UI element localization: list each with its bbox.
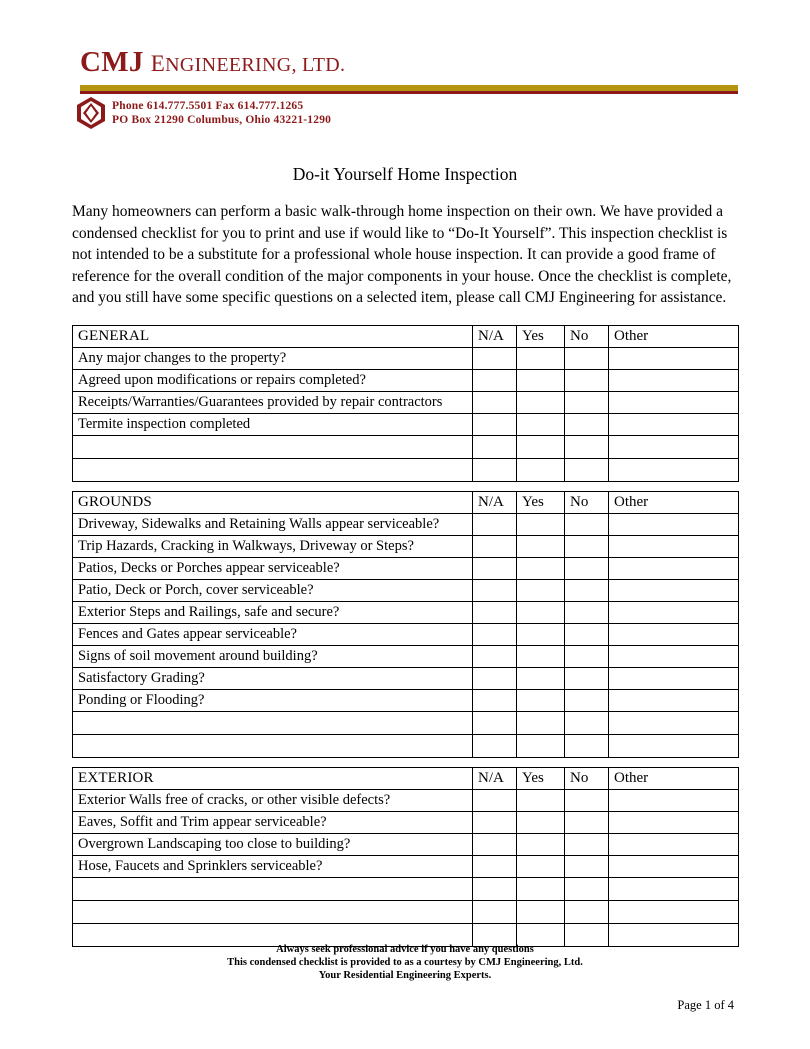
checkbox-cell-other[interactable] [609,811,739,833]
checkbox-cell-other[interactable] [609,900,739,923]
column-header-yes: Yes [517,767,565,789]
phone-line: Phone 614.777.5501 Fax 614.777.1265 [112,100,304,112]
checkbox-cell-yes[interactable] [517,513,565,535]
checkbox-cell-no[interactable] [565,645,609,667]
checkbox-cell-yes[interactable] [517,369,565,391]
checkbox-cell-other[interactable] [609,347,739,369]
checkbox-cell-yes[interactable] [517,900,565,923]
checkbox-cell-no[interactable] [565,789,609,811]
section-spacer [73,481,739,491]
page-title: Do-it Yourself Home Inspection [292,164,518,184]
company-name-suffix: , LTD. [291,54,346,76]
checkbox-cell-yes[interactable] [517,458,565,481]
checkbox-cell-na[interactable] [473,623,517,645]
section-title: EXTERIOR [73,767,473,789]
checkbox-cell-other[interactable] [609,623,739,645]
checklist-row [73,557,739,579]
checkbox-cell-na[interactable] [473,711,517,734]
checklist-item-label: Agreed upon modifications or repairs completed? [73,369,473,391]
section-title: GENERAL [73,325,473,347]
checkbox-cell-other[interactable] [609,789,739,811]
checkbox-cell-na[interactable] [473,601,517,623]
checkbox-cell-no[interactable] [565,667,609,689]
section-header-row [73,325,739,347]
checkbox-cell-other[interactable] [609,855,739,877]
checkbox-cell-na[interactable] [473,347,517,369]
checklist-blank-label [73,877,473,900]
checkbox-cell-no[interactable] [565,877,609,900]
checklist-blank-label [73,458,473,481]
checkbox-cell-na[interactable] [473,391,517,413]
checkbox-cell-na[interactable] [473,833,517,855]
checklist-item-label: Fences and Gates appear serviceable? [73,623,473,645]
checkbox-cell-no[interactable] [565,833,609,855]
checklist-item-label: Eaves, Soffit and Trim appear serviceable? [73,811,473,833]
checkbox-cell-yes[interactable] [517,623,565,645]
checkbox-cell-no[interactable] [565,535,609,557]
address-line: PO Box 21290 Columbus, Ohio 43221-1290 [112,113,332,126]
checkbox-cell-other[interactable] [609,689,739,711]
checkbox-cell-yes[interactable] [517,689,565,711]
column-header-no: No [565,325,609,347]
checkbox-cell-yes[interactable] [517,391,565,413]
checkbox-cell-no[interactable] [565,734,609,757]
checklist-row [73,535,739,557]
checkbox-cell-yes[interactable] [517,601,565,623]
checkbox-cell-other[interactable] [609,734,739,757]
checklist-item-label: Signs of soil movement around building? [73,645,473,667]
checkbox-cell-na[interactable] [473,645,517,667]
section-spacer [73,757,739,767]
footer-line-3: Your Residential Engineering Experts. [318,970,492,981]
checkbox-cell-other[interactable] [609,833,739,855]
checklist-row [73,579,739,601]
checkbox-cell-no[interactable] [565,369,609,391]
checkbox-cell-yes[interactable] [517,667,565,689]
checkbox-cell-other[interactable] [609,667,739,689]
column-header-no: No [565,767,609,789]
checklist-blank-row [73,711,739,734]
section-spacer-cell [73,481,739,491]
checklist-row [73,689,739,711]
checkbox-cell-no[interactable] [565,579,609,601]
checklist-blank-row [73,458,739,481]
checklist-item-label: Ponding or Flooding? [73,689,473,711]
checklist-item-label: Patio, Deck or Porch, cover serviceable? [73,579,473,601]
checkbox-cell-no[interactable] [565,811,609,833]
checklist-item-label: Receipts/Warranties/Guarantees provided by repair contractors [73,391,473,413]
checkbox-cell-no[interactable] [565,413,609,435]
checkbox-cell-na[interactable] [473,667,517,689]
checklist-item-label: Any major changes to the property? [73,347,473,369]
checklist-blank-label [73,900,473,923]
checklist-blank-row [73,877,739,900]
section-header-row [73,767,739,789]
checkbox-cell-other[interactable] [609,458,739,481]
checkbox-cell-no[interactable] [565,900,609,923]
checkbox-cell-no[interactable] [565,435,609,458]
checklist-row [73,513,739,535]
footer-line-2: This condensed checklist is provided to as a courtesy by CMJ Engineering, Ltd. [227,957,583,968]
checkbox-cell-na[interactable] [473,458,517,481]
checkbox-cell-yes[interactable] [517,557,565,579]
checkbox-cell-other[interactable] [609,513,739,535]
intro-paragraph: Many homeowners can perform a basic walk-through home inspection on their own. We have provided a condensed checklist for you to print and use if would like to “Do-It Yourself”. This inspection checklist is not intended to be a substitute for a professional whole house inspection. It can provide a good frame of reference for the overall condition of the major components in your house. Once the checklist is complete, and you still have some specific questions on a selected item, please call CMJ Engineering for assistance. [72,203,732,306]
column-header-no: No [565,491,609,513]
checkbox-cell-na[interactable] [473,900,517,923]
checklist-item-label: Satisfactory Grading? [73,667,473,689]
checklist-row [73,855,739,877]
checklist-row [73,667,739,689]
compass-logo-icon [74,96,108,130]
company-name [72,46,738,79]
checkbox-cell-no[interactable] [565,347,609,369]
checklist-row [73,369,739,391]
checkbox-cell-no[interactable] [565,513,609,535]
checklist-row [73,347,739,369]
checkbox-cell-na[interactable] [473,513,517,535]
checklist-item-label: Termite inspection completed [73,413,473,435]
checkbox-cell-no[interactable] [565,711,609,734]
checkbox-cell-no[interactable] [565,689,609,711]
checklist-item-label: Trip Hazards, Cracking in Walkways, Driveway or Steps? [73,535,473,557]
checkbox-cell-yes[interactable] [517,734,565,757]
checkbox-cell-na[interactable] [473,855,517,877]
checklist-row [73,623,739,645]
footer-line-1: Always seek professional advice if you have any questions [276,944,534,955]
column-header-other: Other [609,325,739,347]
letterhead-rules [72,85,738,95]
checkbox-cell-other[interactable] [609,391,739,413]
section-title: GROUNDS [73,491,473,513]
checklist-item-label: Hose, Faucets and Sprinklers serviceable? [73,855,473,877]
checkbox-cell-yes[interactable] [517,579,565,601]
checkbox-cell-yes[interactable] [517,877,565,900]
company-name-engineering-initial: E [150,51,166,76]
checkbox-cell-na[interactable] [473,435,517,458]
checkbox-cell-other[interactable] [609,435,739,458]
section-header-row [73,491,739,513]
contact-block [72,100,738,134]
checkbox-cell-na[interactable] [473,789,517,811]
checklist-row [73,833,739,855]
company-name-engineering-rest: NGINEERING [165,54,292,76]
checkbox-cell-na[interactable] [473,557,517,579]
checklist-item-label: Patios, Decks or Porches appear serviceable? [73,557,473,579]
checkbox-cell-yes[interactable] [517,855,565,877]
checkbox-cell-no[interactable] [565,855,609,877]
checkbox-cell-na[interactable] [473,413,517,435]
checkbox-cell-other[interactable] [609,557,739,579]
checkbox-cell-other[interactable] [609,369,739,391]
checklist-blank-label [73,435,473,458]
company-name-cmj: CMJ [80,46,144,78]
checklist-item-label: Overgrown Landscaping too close to building? [73,833,473,855]
checkbox-cell-yes[interactable] [517,833,565,855]
checkbox-cell-na[interactable] [473,579,517,601]
checkbox-cell-na[interactable] [473,877,517,900]
checkbox-cell-yes[interactable] [517,435,565,458]
checklist-row [73,413,739,435]
checkbox-cell-other[interactable] [609,601,739,623]
checklist-item-label: Exterior Steps and Railings, safe and secure? [73,601,473,623]
column-header-na: N/A [473,325,517,347]
checkbox-cell-no[interactable] [565,557,609,579]
checkbox-cell-no[interactable] [565,601,609,623]
checkbox-cell-yes[interactable] [517,645,565,667]
checklist-row [73,391,739,413]
page-number: Page 1 of 4 [677,998,734,1012]
checkbox-cell-no[interactable] [565,623,609,645]
column-header-na: N/A [473,767,517,789]
checkbox-cell-other[interactable] [609,535,739,557]
checkbox-cell-yes[interactable] [517,347,565,369]
checkbox-cell-no[interactable] [565,458,609,481]
checkbox-cell-other[interactable] [609,579,739,601]
checklist-item-label: Exterior Walls free of cracks, or other visible defects? [73,789,473,811]
column-header-yes: Yes [517,325,565,347]
column-header-other: Other [609,767,739,789]
checklist-row [73,601,739,623]
checkbox-cell-other[interactable] [609,711,739,734]
checkbox-cell-other[interactable] [609,645,739,667]
red-rule [80,91,738,94]
checkbox-cell-other[interactable] [609,413,739,435]
checkbox-cell-no[interactable] [565,391,609,413]
checklist-body [73,325,739,946]
checkbox-cell-na[interactable] [473,689,517,711]
column-header-other: Other [609,491,739,513]
page-footer [72,943,738,1013]
checklist-item-label: Driveway, Sidewalks and Retaining Walls appear serviceable? [73,513,473,535]
checkbox-cell-yes[interactable] [517,413,565,435]
checklist-blank-label [73,711,473,734]
checkbox-cell-yes[interactable] [517,811,565,833]
checklist-blank-label [73,734,473,757]
checkbox-cell-na[interactable] [473,811,517,833]
checklist-blank-row [73,435,739,458]
checkbox-cell-yes[interactable] [517,535,565,557]
checkbox-cell-other[interactable] [609,877,739,900]
checklist-blank-row [73,734,739,757]
column-header-na: N/A [473,491,517,513]
section-spacer-cell [73,757,739,767]
inspection-checklist-table [72,325,739,947]
checkbox-cell-yes[interactable] [517,789,565,811]
checklist-blank-row [73,900,739,923]
checklist-row [73,789,739,811]
column-header-yes: Yes [517,491,565,513]
checklist-row [73,811,739,833]
checkbox-cell-na[interactable] [473,535,517,557]
checkbox-cell-na[interactable] [473,369,517,391]
checkbox-cell-yes[interactable] [517,711,565,734]
checkbox-cell-na[interactable] [473,734,517,757]
letterhead [72,0,738,134]
checklist-row [73,645,739,667]
